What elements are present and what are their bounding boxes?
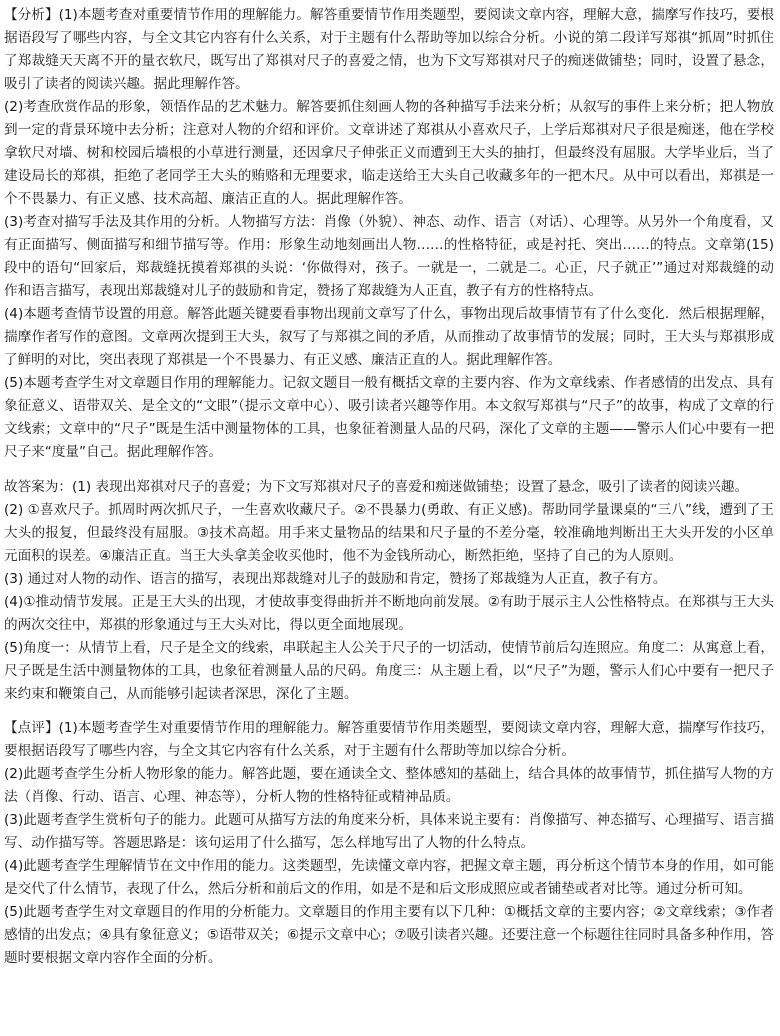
comment-paragraph-5: (5)此题考查学生对文章题目的作用的分析能力。文章题目的作用主要有以下几种：①概括文章的主要内容；②文章线索；③作者感情的出发点；④具有象征意义；⑤语带双关；⑥提示文章中心；⑦吸引读者兴趣。还要注意一个标题往往同时具备多种作用，答题时要根据文章内容作全面的分析。 — [4, 904, 774, 966]
analysis-section — [4, 4, 774, 464]
analysis-paragraph-3: (3)考查对描写手法及其作用的分析。人物描写方法：肖像（外貌）、神态、动作、语言（对话）、心理等。从另外一个角度看，又有正面描写、侧面描写和细节描写等。作用：形象生动地刻画出人物……的性格特征，或是衬托、突出……的特点。文章第(15)段中的语句“回家后，郑裁缝抚摸着郑祺的头说：‘你做得对，孩子。一就是一，二就是二。心正，尺子就正’”通过对郑裁缝的动作和语言描写，表现出郑裁缝对儿子的鼓励和肯定，赞扬了郑裁缝为人正直，教子有方的性格特点。 — [4, 214, 774, 299]
analysis-paragraph-2: (2)考查欣赏作品的形象，领悟作品的艺术魅力。解答要抓住刻画人物的各种描写手法来分析；从叙写的事件上来分析；把人物放到一定的背景环境中去分析；注意对人物的介绍和评价。文章讲述了郑祺从小喜欢尺子，上学后郑祺对尺子很是痴迷，他在学校拿软尺对墙、树和校园后墙根的小草进行测量，还因拿尺子伸张正义而遭到王大头的抽打，但最终没有屈服。大学毕业后，当了建设局长的郑祺，拒绝了老同学王大头的贿赂和无理要求，临走送给王大头自己收藏多年的一把木尺。从中可以看出，郑祺是一个不畏暴力、有正义感、技术高超、廉洁正直的人。据此理解作答。 — [4, 99, 774, 207]
comment-paragraph-1: 【点评】(1)本题考查学生对重要情节作用的理解能力。解答重要情节作用类题型，要阅读文章内容，理解大意，揣摩写作技巧，要根据语段写了哪些内容，与全文其它内容有什么关系，对于主题有什么帮助等加以综合分析。 — [4, 720, 774, 759]
section-spacer — [4, 464, 774, 476]
analysis-paragraph-5: (5)本题考查学生对文章题目作用的理解能力。记叙文题目一般有概括文章的主要内容、作为文章线索、作者感情的出发点、具有象征意义、语带双关、是全文的“文眼”（提示文章中心）、吸引读者兴趣等作用。本文叙写郑祺与“尺子”的故事，构成了文章的行文线索；文章中的“尺子”既是生活中测量物体的工具，也象征着测量人品的尺码，深化了文章的主题——警示人们心中要有一把尺子来“度量”自己。据此理解作答。 — [4, 375, 774, 460]
answer-paragraph-4: (4)①推动情节发展。正是王大头的出现，才使故事变得曲折并不断地向前发展。②有助于展示主人公性格特点。在郑祺与王大头的两次交往中，郑祺的形象通过与王大头对比，得以更全面地展现。 — [4, 594, 774, 633]
answer-paragraph-2: (2) ①喜欢尺子。抓周时两次抓尺子，一生喜欢收藏尺子。②不畏暴力(勇敢、有正义感)。帮助同学量课桌的“三八”线，遭到了王大头的报复，但最终没有屈服。③技术高超。用手来丈量物品的结果和尺子量的不差分毫，较准确地判断出王大头开发的小区单元面积的误差。④廉洁正直。当王大头拿美金收买他时，他不为金钱所动心，断然拒绝，坚持了自己的为人原则。 — [4, 502, 774, 564]
comment-paragraph-2: (2)此题考查学生分析人物形象的能力。解答此题，要在通读全文、整体感知的基础上，结合具体的故事情节，抓住描写人物的方法（肖像、行动、语言、心理、神态等），分析人物的性格特征或精神品质。 — [4, 766, 774, 805]
comment-paragraph-3: (3)此题考查学生赏析句子的能力。此题可从描写方法的角度来分析，具体来说主要有：肖像描写、神态描写、心理描写、语言描写、动作描写等。答题思路是：该句运用了什么描写，怎么样地写出了人物的什么特点。 — [4, 812, 774, 851]
comment-section — [4, 717, 774, 970]
answer-section — [4, 476, 774, 706]
analysis-paragraph-4: (4)本题考查情节设置的用意。解答此题关键要看事物出现前文章写了什么，事物出现后故事情节有了什么变化．然后根据理解，揣摩作者写作的意图。文章两次提到王大头，叙写了与郑祺之间的矛盾，从而推动了故事情节的发展；同时，王大头与郑祺形成了鲜明的对比，突出表现了郑祺是一个不畏暴力、有正义感、廉洁正直的人。据此理解作答。 — [4, 306, 774, 368]
answer-paragraph-5: (5)角度一：从情节上看，尺子是全文的线索，串联起主人公关于尺子的一切活动，使情节前后勾连照应。角度二：从寓意上看，尺子既是生活中测量物体的工具，也象征着测量人品的尺码。角度三：从主题上看，以“尺子”为题，警示人们心中要有一把尺子来约束和鞭策自己，从而能够引起读者深思，深化了主题。 — [4, 640, 774, 702]
analysis-paragraph-1: 【分析】(1)本题考查对重要情节作用的理解能力。解答重要情节作用类题型，要阅读文章内容，理解大意，揣摩写作技巧，要根据语段写了哪些内容，与全文其它内容有什么关系，对于主题有什么帮助等加以综合分析。小说的第二段详写郑祺“抓周”时抓住了郑裁缝天天离不开的量衣软尺，既写出了郑祺对尺子的喜爱之情，也为下文写郑祺对尺子的痴迷做铺垫；同时，设置了悬念，吸引了读者的阅读兴趣。据此理解作答。 — [4, 7, 774, 92]
comment-paragraph-4: (4)此题考查学生理解情节在文中作用的能力。这类题型，先读懂文章内容，把握文章主题，再分析这个情节本身的作用，如可能是交代了什么情节，表现了什么，然后分析和前后文的作用，如是不是和后文形成照应或者铺垫或者对比等。通过分析可知。 — [4, 858, 774, 897]
answer-paragraph-1: 故答案为：(1) 表现出郑祺对尺子的喜爱；为下文写郑祺对尺子的喜爱和痴迷做铺垫；设置了悬念，吸引了读者的阅读兴趣。 — [4, 479, 749, 495]
answer-paragraph-3: (3) 通过对人物的动作、语言的描写，表现出郑裁缝对儿子的鼓励和肯定，赞扬了郑裁缝为人正直，教子有方。 — [4, 571, 667, 587]
section-spacer — [4, 706, 774, 717]
